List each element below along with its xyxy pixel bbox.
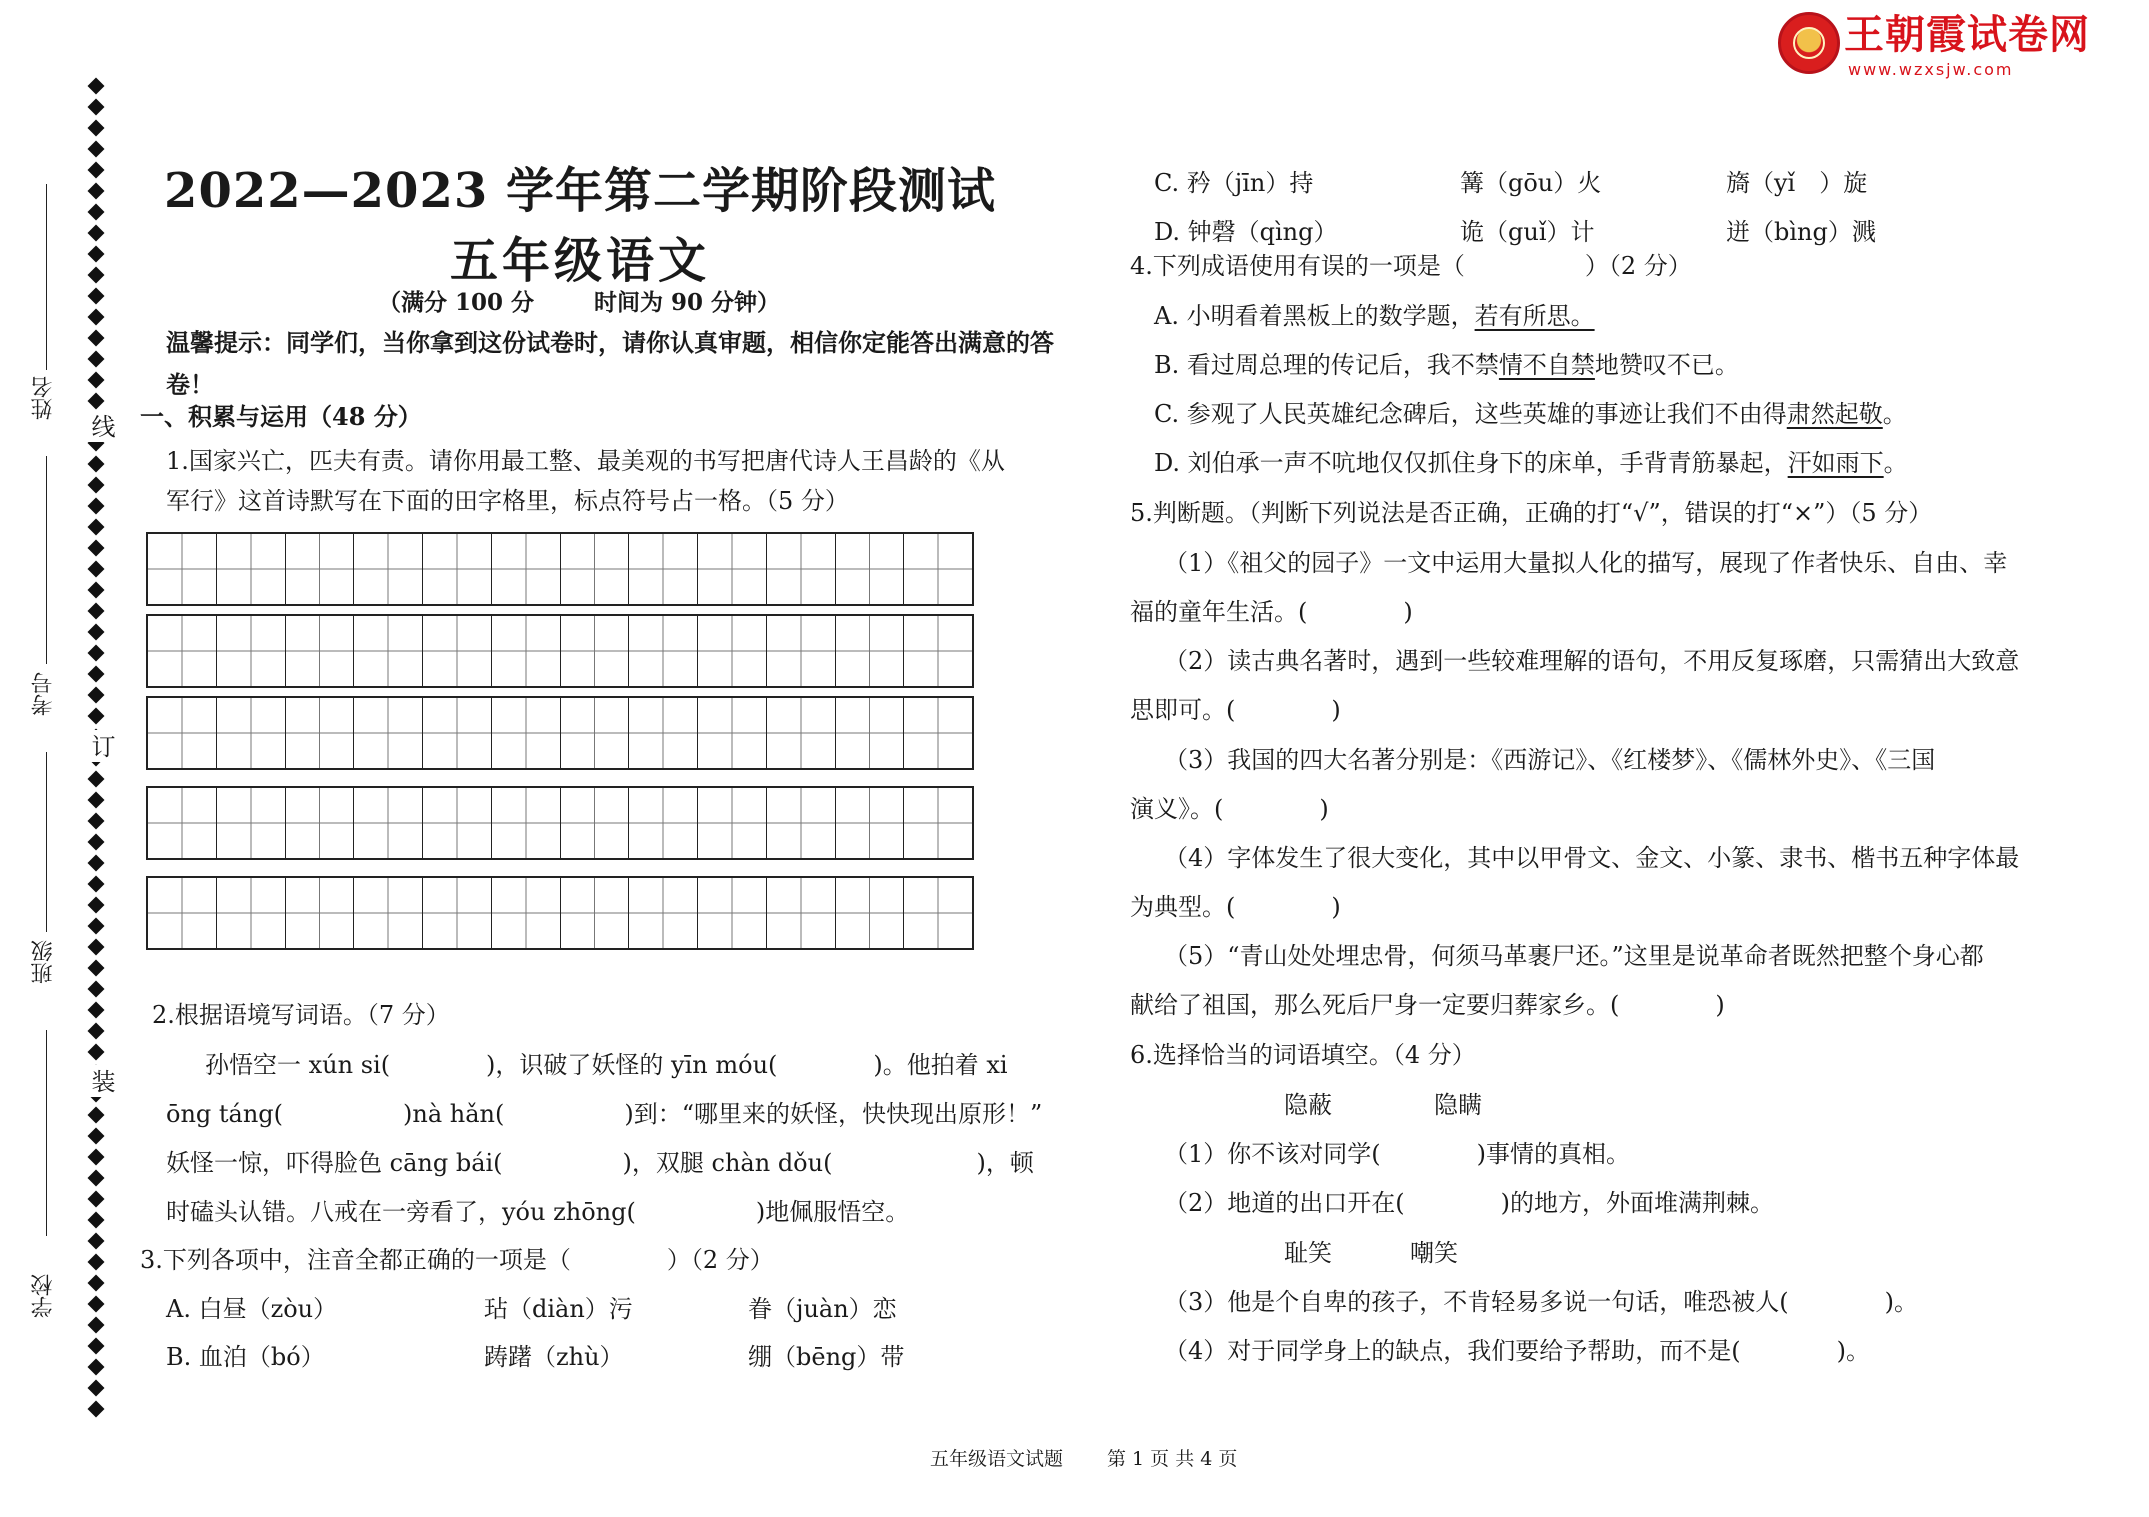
binding-diamond-icon: [88, 876, 105, 893]
binding-diamond-icon: [88, 1107, 105, 1124]
q2-line-4: 时磕头认错。八戒在一旁看了，yóu zhōng( )地佩服悟空。: [166, 1198, 910, 1226]
grid-cell[interactable]: [836, 878, 905, 948]
grid-cell[interactable]: [286, 698, 355, 768]
binding-diamond-icon: [88, 1296, 105, 1313]
grid-cell[interactable]: [492, 878, 561, 948]
binding-diamond-icon: [88, 1380, 105, 1397]
binding-diamond-icon: [88, 666, 105, 683]
binding-diamond-icon: [88, 288, 105, 305]
q3-option-d-1: D. 钟磬（qìng）: [1154, 218, 1338, 246]
grid-cell[interactable]: [148, 616, 217, 686]
grid-cell[interactable]: [836, 616, 905, 686]
binding-diamond-icon: [88, 1338, 105, 1355]
q6-sentence-4: （4）对于同学身上的缺点，我们要给予帮助，而不是( )。: [1164, 1337, 1870, 1365]
grid-cell[interactable]: [217, 698, 286, 768]
binding-diamond-icon: [88, 456, 105, 473]
q3-option-c-1: C. 矜（jīn）持: [1154, 169, 1314, 197]
binding-diamond-icon: [88, 1149, 105, 1166]
binding-word-line: 线: [84, 410, 119, 442]
grid-cell[interactable]: [629, 698, 698, 768]
grid-cell[interactable]: [286, 534, 355, 604]
binding-diamond-icon: [88, 1359, 105, 1376]
grid-cell[interactable]: [561, 878, 630, 948]
grid-cell[interactable]: [836, 698, 905, 768]
q4-option-a: [1154, 301, 1595, 331]
q6-word-option-4: 嘲笑: [1410, 1239, 1458, 1267]
grid-cell[interactable]: [836, 534, 905, 604]
grid-cell[interactable]: [148, 878, 217, 948]
binding-diamond-icon: [88, 141, 105, 158]
grid-cell[interactable]: [354, 878, 423, 948]
q3-option-d-2: 诡（guǐ）计: [1460, 218, 1595, 246]
page-footer: [930, 1444, 1237, 1471]
grid-cell[interactable]: [354, 698, 423, 768]
grid-cell[interactable]: [354, 788, 423, 858]
binding-word-bind: 装: [84, 1065, 119, 1097]
grid-cell[interactable]: [423, 616, 492, 686]
binding-diamond-icon: [88, 1044, 105, 1061]
q5-line-4: 思即可。( ): [1130, 696, 1341, 724]
binding-diamond-icon: [88, 330, 105, 347]
binding-diamond-icon: [88, 1275, 105, 1292]
grid-row: [146, 532, 974, 606]
q4-c-text: C. 参观了人民英雄纪念碑后，这些英雄的事迹让我们不由得: [1154, 400, 1787, 428]
class-field-line: [46, 752, 47, 932]
binding-diamond-icon: [88, 1170, 105, 1187]
grid-cell[interactable]: [217, 788, 286, 858]
binding-diamond-icon: [88, 1233, 105, 1250]
binding-diamond-icon: [88, 519, 105, 536]
time-limit-text: 时间为 90 分钟）: [594, 289, 781, 316]
footer-page-number: 第 1 页 共 4 页: [1107, 1448, 1238, 1470]
grid-cell[interactable]: [904, 878, 972, 948]
q4-b-text-end: 地赞叹不已。: [1594, 351, 1739, 379]
grid-cell[interactable]: [836, 788, 905, 858]
grid-cell[interactable]: [629, 534, 698, 604]
q2-line-1: 孙悟空一 xún si( )，识破了妖怪的 yīn móu( )。他拍着 xi: [205, 1051, 1008, 1079]
grid-cell[interactable]: [698, 878, 767, 948]
grid-cell[interactable]: [629, 616, 698, 686]
grid-cell[interactable]: [217, 534, 286, 604]
binding-diamond-icon: [88, 771, 105, 788]
grid-cell[interactable]: [904, 698, 972, 768]
exam-title: 2022—2023 学年第二学期阶段测试: [164, 163, 996, 219]
logo-url: www.wzxsjw.com: [1848, 60, 2014, 79]
q6-word-option-1: 隐蔽: [1284, 1091, 1332, 1119]
grid-cell[interactable]: [629, 788, 698, 858]
binding-diamond-icon: [88, 939, 105, 956]
binding-diamond-icon: [88, 624, 105, 641]
q4-option-d: [1154, 448, 1908, 478]
binding-diamond-icon: [88, 582, 105, 599]
q3-option-b-1: B. 血泊（bó）: [166, 1343, 325, 1371]
q3-option-a-3: 眷（juàn）恋: [748, 1295, 897, 1323]
binding-diamond-icon: [88, 1401, 105, 1418]
grid-cell[interactable]: [423, 698, 492, 768]
binding-diamond-icon: [88, 1023, 105, 1040]
q4-d-idiom: 汗如雨下: [1787, 449, 1884, 477]
q4-b-idiom: 情不自禁: [1498, 351, 1595, 379]
binding-diamond-icon: [88, 246, 105, 263]
q2-line-2: ōng táng( )nà hǎn( )到：“哪里来的妖怪，快快现出原形！”: [166, 1100, 1043, 1128]
grid-cell[interactable]: [423, 788, 492, 858]
score-time-note: [378, 284, 780, 317]
grid-cell[interactable]: [148, 534, 217, 604]
binding-diamond-icon: [88, 225, 105, 242]
q3-option-d-3: 迸（bìng）溅: [1726, 218, 1876, 246]
grid-cell[interactable]: [217, 616, 286, 686]
binding-diamond-icon: [88, 99, 105, 116]
q4-option-c: [1154, 399, 1907, 429]
binding-diamond-icon: [88, 120, 105, 137]
grid-cell[interactable]: [904, 534, 972, 604]
grid-cell[interactable]: [286, 878, 355, 948]
binding-diamond-icon: [88, 708, 105, 725]
binding-diamond-icon: [88, 393, 105, 410]
q3-option-a-2: 玷（diàn）污: [484, 1295, 633, 1323]
q4-a-idiom: 若有所思。: [1474, 302, 1595, 330]
grid-cell[interactable]: [148, 788, 217, 858]
binding-diamond-icon: [88, 1212, 105, 1229]
binding-diamond-icon: [88, 561, 105, 578]
grid-row: [146, 614, 974, 688]
binding-diamond-icon: [88, 897, 105, 914]
grid-cell[interactable]: [492, 534, 561, 604]
grid-cell[interactable]: [286, 616, 355, 686]
grid-cell[interactable]: [629, 878, 698, 948]
binding-diamond-icon: [88, 183, 105, 200]
q1-line-1: 1.国家兴亡，匹夫有责。请你用最工整、最美观的书写把唐代诗人王昌龄的《从: [166, 447, 1005, 475]
grid-cell[interactable]: [904, 788, 972, 858]
q6-word-option-3: 耻笑: [1284, 1239, 1332, 1267]
binding-diamond-icon: [88, 1002, 105, 1019]
binding-diamond-icon: [88, 204, 105, 221]
grid-cell[interactable]: [767, 616, 836, 686]
warm-tip: 温馨提示：同学们，当你拿到这份试卷时，请你认真审题，相信你定能答出满意的答卷！: [166, 328, 1054, 399]
grid-cell[interactable]: [698, 616, 767, 686]
grid-cell[interactable]: [561, 534, 630, 604]
q6-sentence-2: （2）地道的出口开在( )的地方，外面堆满荆棘。: [1164, 1189, 1774, 1217]
grid-cell[interactable]: [354, 534, 423, 604]
q5-line-9: （5）“青山处处埋忠骨，何须马革裹尸还。”这里是说革命者既然把整个身心都: [1164, 942, 1984, 970]
exam-subtitle: 五年级语文: [449, 233, 710, 289]
q3-option-a-1: A. 白昼（zòu）: [166, 1295, 338, 1323]
q5-line-8: 为典型。( ): [1130, 893, 1341, 921]
school-label: 学校: [31, 1274, 56, 1318]
exam-number-label: 考号: [31, 672, 56, 716]
binding-diamond-icon: [88, 918, 105, 935]
binding-diamond-icon: [88, 351, 105, 368]
q4-option-b: [1154, 350, 1739, 380]
q2-line-3: 妖怪一惊，吓得脸色 cāng bái( )，双腿 chàn dǒu( )，顿: [166, 1149, 1034, 1177]
q4-c-idiom: 肃然起敬: [1786, 400, 1883, 428]
grid-cell[interactable]: [698, 788, 767, 858]
section-1-heading: 一、积累与运用（48 分）: [140, 402, 422, 431]
class-label: 班级: [31, 940, 56, 984]
grid-cell[interactable]: [767, 698, 836, 768]
q3-option-c-2: 篝（gōu）火: [1460, 169, 1602, 197]
binding-diamond-icon: [88, 372, 105, 389]
grid-cell[interactable]: [767, 788, 836, 858]
grid-cell[interactable]: [492, 616, 561, 686]
binding-diamond-icon: [88, 981, 105, 998]
binding-diamond-icon: [88, 687, 105, 704]
q4-a-text: A. 小明看着黑板上的数学题，: [1154, 302, 1475, 330]
binding-diamond-icon: [88, 267, 105, 284]
binding-diamond-icon: [88, 1191, 105, 1208]
binding-diamond-icon: [88, 960, 105, 977]
grid-cell[interactable]: [698, 698, 767, 768]
binding-diamond-icon: [88, 603, 105, 620]
grid-cell[interactable]: [561, 788, 630, 858]
q3-option-b-2: 踌躇（zhù）: [484, 1343, 624, 1371]
q6-sentence-1: （1）你不该对同学( )事情的真相。: [1164, 1140, 1630, 1168]
binding-diamond-icon: [88, 309, 105, 326]
school-field-line: [46, 1030, 47, 1236]
grid-cell[interactable]: [767, 534, 836, 604]
binding-diamond-icon: [88, 477, 105, 494]
student-name-label: 姓名: [31, 376, 56, 420]
binding-diamond-icon: [88, 645, 105, 662]
q6-title: 6.选择恰当的词语填空。（4 分）: [1130, 1041, 1476, 1069]
q4-title: 4.下列成语使用有误的一项是（ ）（2 分）: [1130, 252, 1692, 280]
grid-row: [146, 696, 974, 770]
grid-cell[interactable]: [767, 878, 836, 948]
binding-diamond-icon: [88, 162, 105, 179]
grid-row: [146, 876, 974, 950]
q5-title: 5.判断题。（判断下列说法是否正确，正确的打“√”，错误的打“×”）（5 分）: [1130, 499, 1933, 527]
logo-emblem-icon: [1778, 12, 1840, 74]
grid-cell[interactable]: [423, 878, 492, 948]
binding-diamond-icon: [88, 792, 105, 809]
q6-sentence-3: （3）他是个自卑的孩子，不肯轻易多说一句话，唯恐被人( )。: [1164, 1288, 1918, 1316]
binding-diamond-icon: [88, 498, 105, 515]
grid-row: [146, 786, 974, 860]
grid-cell[interactable]: [698, 534, 767, 604]
q5-line-5: （3）我国的四大名著分别是：《西游记》、《红楼梦》、《儒林外史》、《三国: [1164, 746, 1936, 774]
grid-cell[interactable]: [492, 698, 561, 768]
q6-word-option-2: 隐瞒: [1434, 1091, 1482, 1119]
q4-d-text-end: 。: [1883, 449, 1908, 477]
q5-line-3: （2）读古典名著时，遇到一些较难理解的语句，不用反复琢磨，只需猜出大致意: [1164, 647, 2020, 675]
q3-option-b-3: 绷（bēng）带: [748, 1343, 905, 1371]
q3-title: 3.下列各项中，注音全都正确的一项是（ ）（2 分）: [140, 1246, 774, 1274]
q5-line-7: （4）字体发生了很大变化，其中以甲骨文、金文、小篆、隶书、楷书五种字体最: [1164, 844, 2020, 872]
binding-word-staple: 订: [84, 730, 119, 762]
grid-cell[interactable]: [286, 788, 355, 858]
q4-b-text: B. 看过周总理的传记后，我不禁: [1154, 351, 1499, 379]
grid-cell[interactable]: [561, 698, 630, 768]
q5-line-10: 献给了祖国，那么死后尸身一定要归葬家乡。( ): [1130, 991, 1725, 1019]
q4-d-text: D. 刘伯承一声不吭地仅仅抓住身下的床单，手背青筋暴起，: [1154, 449, 1788, 477]
q5-line-6: 演义》。( ): [1130, 795, 1329, 823]
grid-cell[interactable]: [492, 788, 561, 858]
q4-c-text-end: 。: [1882, 400, 1907, 428]
binding-diamond-icon: [88, 1128, 105, 1145]
grid-cell[interactable]: [561, 616, 630, 686]
q2-title: 2.根据语境写词语。（7 分）: [152, 1001, 450, 1029]
grid-cell[interactable]: [423, 534, 492, 604]
binding-diamond-icon: [88, 813, 105, 830]
q5-line-1: （1）《祖父的园子》一文中运用大量拟人化的描写，展现了作者快乐、自由、幸: [1164, 549, 2008, 577]
grid-cell[interactable]: [904, 616, 972, 686]
binding-diamond-icon: [88, 1254, 105, 1271]
q5-line-2: 福的童年生活。( ): [1130, 598, 1413, 626]
full-score-text: （满分 100 分: [378, 289, 535, 316]
name-field-line: [46, 184, 47, 370]
site-logo: [1778, 10, 2093, 80]
q3-option-c-3: 旖（yǐ ）旋: [1726, 169, 1868, 197]
grid-cell[interactable]: [217, 878, 286, 948]
logo-title: 王朝霞试卷网: [1844, 12, 2090, 58]
binding-diamond-icon: [88, 1317, 105, 1334]
grid-cell[interactable]: [354, 616, 423, 686]
grid-cell[interactable]: [148, 698, 217, 768]
binding-diamond-icon: [88, 855, 105, 872]
footer-subject: 五年级语文试题: [930, 1448, 1064, 1470]
exam-number-field-line: [46, 456, 47, 664]
binding-diamond-icon: [88, 78, 105, 95]
binding-diamond-icon: [88, 540, 105, 557]
q1-line-2: 军行》这首诗默写在下面的田字格里，标点符号占一格。（5 分）: [166, 487, 849, 515]
binding-diamond-icon: [88, 834, 105, 851]
